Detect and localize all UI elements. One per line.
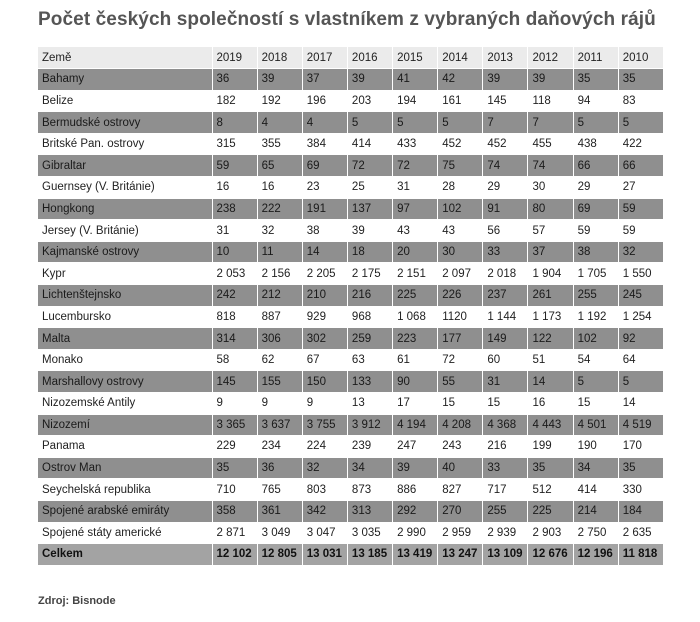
table-cell: 225 [393, 285, 438, 307]
table-cell: 261 [528, 285, 573, 307]
table-cell: 14 [302, 241, 347, 263]
table-cell: 137 [347, 198, 392, 220]
total-label: Celkem [38, 544, 212, 566]
table-cell: 31 [393, 177, 438, 199]
table-cell: 37 [528, 241, 573, 263]
table-row [38, 90, 664, 112]
table-cell: 229 [212, 436, 257, 458]
table-cell: 11 [257, 241, 302, 263]
table-row [38, 177, 664, 199]
table-row [38, 155, 664, 177]
table-cell: 35 [573, 69, 618, 91]
row-label: Britské Pan. ostrovy [38, 133, 212, 155]
table-cell: 30 [438, 241, 483, 263]
table-cell: 5 [347, 112, 392, 134]
table-cell: 74 [528, 155, 573, 177]
table-cell: 59 [618, 220, 663, 242]
table-cell: 23 [302, 177, 347, 199]
table-cell: 2 175 [347, 263, 392, 285]
table-cell: 452 [483, 133, 528, 155]
table-cell: 31 [483, 371, 528, 393]
table-cell: 3 755 [302, 414, 347, 436]
table-cell: 512 [528, 479, 573, 501]
data-table [38, 47, 664, 566]
table-cell: 422 [618, 133, 663, 155]
table-cell: 4 443 [528, 414, 573, 436]
table-cell: 247 [393, 436, 438, 458]
table-cell: 243 [438, 436, 483, 458]
table-cell: 710 [212, 479, 257, 501]
table-cell: 2 939 [483, 522, 528, 544]
table-cell: 196 [302, 90, 347, 112]
table-cell: 1 904 [528, 263, 573, 285]
table-cell: 33 [483, 457, 528, 479]
table-cell: 194 [393, 90, 438, 112]
table-cell: 2 750 [573, 522, 618, 544]
table-cell: 32 [257, 220, 302, 242]
row-label: Bermudské ostrovy [38, 112, 212, 134]
table-cell: 2 018 [483, 263, 528, 285]
table-cell: 259 [347, 328, 392, 350]
table-header-row [38, 47, 664, 69]
table-cell: 9 [212, 393, 257, 415]
table-cell: 886 [393, 479, 438, 501]
table-cell: 83 [618, 90, 663, 112]
table-cell: 31 [212, 220, 257, 242]
total-row [38, 544, 664, 566]
table-cell: 190 [573, 436, 618, 458]
table-cell: 245 [618, 285, 663, 307]
table-cell: 32 [302, 457, 347, 479]
column-header-year: 2011 [573, 47, 618, 69]
table-cell: 14 [528, 371, 573, 393]
table-cell: 313 [347, 500, 392, 522]
row-label: Marshallovy ostrovy [38, 371, 212, 393]
table-cell: 2 990 [393, 522, 438, 544]
table-cell: 2 097 [438, 263, 483, 285]
table-cell: 1 254 [618, 306, 663, 328]
table-cell: 16 [212, 177, 257, 199]
table-cell: 2 959 [438, 522, 483, 544]
table-cell: 5 [438, 112, 483, 134]
table-cell: 455 [528, 133, 573, 155]
table-cell: 14 [618, 393, 663, 415]
table-cell: 2 871 [212, 522, 257, 544]
table-cell: 5 [618, 112, 663, 134]
table-cell: 433 [393, 133, 438, 155]
table-row [38, 133, 664, 155]
table-cell: 59 [573, 220, 618, 242]
table-cell: 41 [393, 69, 438, 91]
chart-title: Počet českých společností s vlastníkem z vybraných daňových rájů [38, 9, 656, 30]
table-cell: 2 205 [302, 263, 347, 285]
table-cell: 315 [212, 133, 257, 155]
table-cell: 270 [438, 500, 483, 522]
table-cell: 216 [483, 436, 528, 458]
table-cell: 7 [483, 112, 528, 134]
table-cell: 40 [438, 457, 483, 479]
table-cell: 92 [618, 328, 663, 350]
table-cell: 63 [347, 349, 392, 371]
table-cell: 5 [393, 112, 438, 134]
table-cell: 3 035 [347, 522, 392, 544]
table-cell: 61 [393, 349, 438, 371]
table-cell: 16 [257, 177, 302, 199]
table-cell: 91 [483, 198, 528, 220]
table-cell: 242 [212, 285, 257, 307]
table-cell: 67 [302, 349, 347, 371]
row-label: Kajmanské ostrovy [38, 241, 212, 263]
table-cell: 452 [438, 133, 483, 155]
table-cell: 72 [347, 155, 392, 177]
table-cell: 39 [483, 69, 528, 91]
total-cell: 12 805 [257, 544, 302, 566]
table-cell: 222 [257, 198, 302, 220]
table-row [38, 457, 664, 479]
row-label: Bahamy [38, 69, 212, 91]
table-cell: 8 [212, 112, 257, 134]
table-cell: 145 [212, 371, 257, 393]
total-cell: 12 196 [573, 544, 618, 566]
table-cell: 210 [302, 285, 347, 307]
table-cell: 414 [573, 479, 618, 501]
table-row [38, 285, 664, 307]
column-header-year: 2019 [212, 47, 257, 69]
table-cell: 69 [573, 198, 618, 220]
table-cell: 355 [257, 133, 302, 155]
table-cell: 3 912 [347, 414, 392, 436]
total-cell: 12 102 [212, 544, 257, 566]
table-cell: 4 501 [573, 414, 618, 436]
table-cell: 216 [347, 285, 392, 307]
table-cell: 302 [302, 328, 347, 350]
table-cell: 133 [347, 371, 392, 393]
table-cell: 4 208 [438, 414, 483, 436]
table-cell: 225 [528, 500, 573, 522]
total-cell: 13 031 [302, 544, 347, 566]
table-cell: 32 [618, 241, 663, 263]
table-cell: 13 [347, 393, 392, 415]
table-cell: 161 [438, 90, 483, 112]
table-cell: 25 [347, 177, 392, 199]
table-cell: 803 [302, 479, 347, 501]
table-cell: 2 151 [393, 263, 438, 285]
table-cell: 74 [483, 155, 528, 177]
table-cell: 35 [212, 457, 257, 479]
row-label: Kypr [38, 263, 212, 285]
table-cell: 39 [347, 220, 392, 242]
table-cell: 145 [483, 90, 528, 112]
row-label: Nizozemské Antily [38, 393, 212, 415]
table-cell: 191 [302, 198, 347, 220]
table-cell: 170 [618, 436, 663, 458]
table-cell: 234 [257, 436, 302, 458]
table-cell: 42 [438, 69, 483, 91]
column-header-year: 2017 [302, 47, 347, 69]
table-cell: 35 [528, 457, 573, 479]
table-cell: 28 [438, 177, 483, 199]
table-cell: 192 [257, 90, 302, 112]
table-row [38, 414, 664, 436]
table-cell: 314 [212, 328, 257, 350]
table-cell: 9 [302, 393, 347, 415]
table-cell: 149 [483, 328, 528, 350]
table-row [38, 436, 664, 458]
row-label: Ostrov Man [38, 457, 212, 479]
table-cell: 35 [618, 457, 663, 479]
table-cell: 7 [528, 112, 573, 134]
table-cell: 5 [573, 112, 618, 134]
total-cell: 13 185 [347, 544, 392, 566]
row-label: Panama [38, 436, 212, 458]
table-cell: 2 156 [257, 263, 302, 285]
table-cell: 3 047 [302, 522, 347, 544]
table-cell: 4 519 [618, 414, 663, 436]
table-cell: 39 [347, 69, 392, 91]
table-cell: 102 [573, 328, 618, 350]
table-cell: 33 [483, 241, 528, 263]
table-cell: 66 [573, 155, 618, 177]
table-cell: 1 705 [573, 263, 618, 285]
table-cell: 5 [618, 371, 663, 393]
table-cell: 122 [528, 328, 573, 350]
total-cell: 11 818 [618, 544, 663, 566]
table-cell: 60 [483, 349, 528, 371]
table-cell: 255 [483, 500, 528, 522]
table-cell: 2 635 [618, 522, 663, 544]
table-cell: 34 [347, 457, 392, 479]
table-cell: 36 [257, 457, 302, 479]
table-cell: 226 [438, 285, 483, 307]
table-row [38, 263, 664, 285]
column-header-country: Země [38, 47, 212, 69]
table-cell: 34 [573, 457, 618, 479]
table-cell: 342 [302, 500, 347, 522]
table-body [38, 69, 664, 566]
table-cell: 3 049 [257, 522, 302, 544]
table-cell: 64 [618, 349, 663, 371]
row-label: Guernsey (V. Británie) [38, 177, 212, 199]
table-cell: 35 [618, 69, 663, 91]
table-row [38, 500, 664, 522]
table-cell: 75 [438, 155, 483, 177]
table-cell: 1 192 [573, 306, 618, 328]
table-cell: 150 [302, 371, 347, 393]
table-cell: 414 [347, 133, 392, 155]
table-cell: 818 [212, 306, 257, 328]
table-cell: 1 173 [528, 306, 573, 328]
table-row [38, 198, 664, 220]
table-cell: 1 068 [393, 306, 438, 328]
table-cell: 55 [438, 371, 483, 393]
table-cell: 214 [573, 500, 618, 522]
table-row [38, 69, 664, 91]
table-cell: 224 [302, 436, 347, 458]
row-label: Monako [38, 349, 212, 371]
table-cell: 199 [528, 436, 573, 458]
table-cell: 30 [528, 177, 573, 199]
table-cell: 57 [528, 220, 573, 242]
column-header-year: 2012 [528, 47, 573, 69]
table-cell: 29 [573, 177, 618, 199]
row-label: Spojené arabské emiráty [38, 500, 212, 522]
table-cell: 1 550 [618, 263, 663, 285]
table-cell: 1 144 [483, 306, 528, 328]
table-cell: 3 365 [212, 414, 257, 436]
row-label: Spojené státy americké [38, 522, 212, 544]
table-cell: 4 194 [393, 414, 438, 436]
row-label: Hongkong [38, 198, 212, 220]
table-cell: 66 [618, 155, 663, 177]
table-row [38, 112, 664, 134]
table-cell: 330 [618, 479, 663, 501]
row-label: Jersey (V. Británie) [38, 220, 212, 242]
table-row [38, 349, 664, 371]
table-cell: 887 [257, 306, 302, 328]
table-cell: 827 [438, 479, 483, 501]
table-cell: 15 [483, 393, 528, 415]
table-cell: 16 [528, 393, 573, 415]
table-cell: 18 [347, 241, 392, 263]
table-row [38, 393, 664, 415]
table-cell: 38 [302, 220, 347, 242]
table-cell: 15 [573, 393, 618, 415]
column-header-year: 2015 [393, 47, 438, 69]
table-cell: 384 [302, 133, 347, 155]
table-cell: 182 [212, 90, 257, 112]
row-label: Nizozemí [38, 414, 212, 436]
table-cell: 17 [393, 393, 438, 415]
table-cell: 118 [528, 90, 573, 112]
table-cell: 361 [257, 500, 302, 522]
total-cell: 13 247 [438, 544, 483, 566]
table-cell: 2 053 [212, 263, 257, 285]
table-cell: 59 [212, 155, 257, 177]
table-row [38, 522, 664, 544]
table-cell: 5 [573, 371, 618, 393]
table-cell: 27 [618, 177, 663, 199]
table-cell: 51 [528, 349, 573, 371]
table-cell: 29 [483, 177, 528, 199]
column-header-year: 2018 [257, 47, 302, 69]
total-cell: 13 109 [483, 544, 528, 566]
table-cell: 36 [212, 69, 257, 91]
table-cell: 237 [483, 285, 528, 307]
table-cell: 765 [257, 479, 302, 501]
table-cell: 929 [302, 306, 347, 328]
table-cell: 20 [393, 241, 438, 263]
table-cell: 873 [347, 479, 392, 501]
row-label: Gibraltar [38, 155, 212, 177]
table-cell: 94 [573, 90, 618, 112]
table-cell: 58 [212, 349, 257, 371]
total-cell: 12 676 [528, 544, 573, 566]
table-cell: 72 [438, 349, 483, 371]
table-cell: 15 [438, 393, 483, 415]
table-cell: 38 [573, 241, 618, 263]
table-cell: 438 [573, 133, 618, 155]
table-cell: 4 [257, 112, 302, 134]
table-cell: 155 [257, 371, 302, 393]
table-cell: 177 [438, 328, 483, 350]
table-cell: 59 [618, 198, 663, 220]
column-header-year: 2014 [438, 47, 483, 69]
table-row [38, 220, 664, 242]
column-header-year: 2010 [618, 47, 663, 69]
table-cell: 80 [528, 198, 573, 220]
row-label: Seychelská republika [38, 479, 212, 501]
table-row [38, 371, 664, 393]
table-cell: 39 [528, 69, 573, 91]
table-cell: 72 [393, 155, 438, 177]
table-cell: 65 [257, 155, 302, 177]
table-cell: 2 903 [528, 522, 573, 544]
table-cell: 184 [618, 500, 663, 522]
table-cell: 4 368 [483, 414, 528, 436]
row-label: Lichtenštejnsko [38, 285, 212, 307]
table-cell: 4 [302, 112, 347, 134]
table-row [38, 306, 664, 328]
table-cell: 10 [212, 241, 257, 263]
table-cell: 212 [257, 285, 302, 307]
table-cell: 203 [347, 90, 392, 112]
total-cell: 13 419 [393, 544, 438, 566]
table-cell: 306 [257, 328, 302, 350]
table-row [38, 241, 664, 263]
column-header-year: 2016 [347, 47, 392, 69]
table-cell: 102 [438, 198, 483, 220]
table-cell: 62 [257, 349, 302, 371]
table-cell: 717 [483, 479, 528, 501]
table-cell: 968 [347, 306, 392, 328]
table-cell: 90 [393, 371, 438, 393]
table-row [38, 328, 664, 350]
table-cell: 56 [483, 220, 528, 242]
source-note: Zdroj: Bisnode [38, 595, 116, 607]
table-cell: 97 [393, 198, 438, 220]
table-cell: 292 [393, 500, 438, 522]
table-cell: 43 [393, 220, 438, 242]
table-cell: 39 [393, 457, 438, 479]
table-cell: 239 [347, 436, 392, 458]
table-cell: 1120 [438, 306, 483, 328]
table-cell: 37 [302, 69, 347, 91]
table-cell: 43 [438, 220, 483, 242]
table-cell: 9 [257, 393, 302, 415]
table-cell: 358 [212, 500, 257, 522]
row-label: Belize [38, 90, 212, 112]
table-cell: 238 [212, 198, 257, 220]
column-header-year: 2013 [483, 47, 528, 69]
row-label: Lucembursko [38, 306, 212, 328]
table-cell: 255 [573, 285, 618, 307]
table-cell: 3 637 [257, 414, 302, 436]
table-cell: 223 [393, 328, 438, 350]
table-cell: 69 [302, 155, 347, 177]
row-label: Malta [38, 328, 212, 350]
table-cell: 54 [573, 349, 618, 371]
table-row [38, 479, 664, 501]
table-cell: 39 [257, 69, 302, 91]
